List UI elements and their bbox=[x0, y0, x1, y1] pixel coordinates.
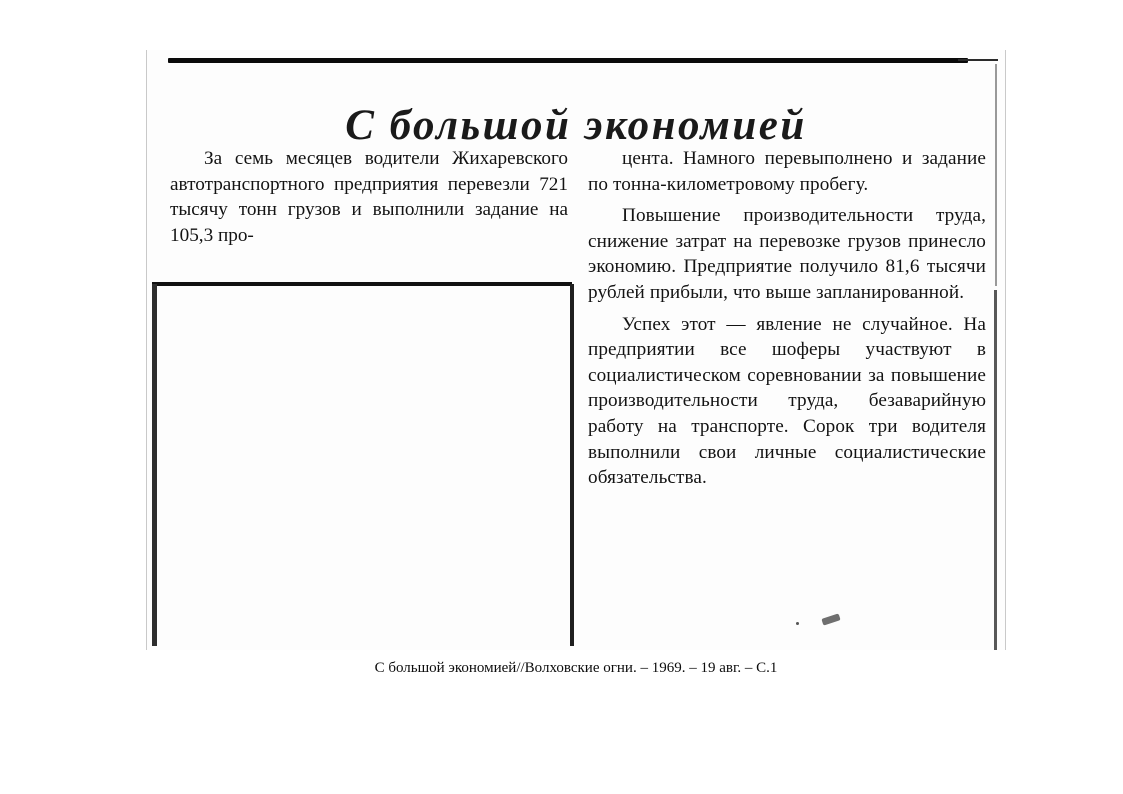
article-left-column bbox=[170, 146, 568, 248]
left-column-bottom-cut-edge bbox=[152, 282, 572, 286]
right-column-paragraph-3: Успех этот — явление не случайное. На предприятии все шоферы участвуют в социалистическом соревновании за повышение производительности труда, безаварийную работу на транспорте. Сорок три водителя выполнили свои личные социалистические обязательства. bbox=[588, 313, 986, 489]
middle-vertical-cut-edge bbox=[570, 284, 574, 646]
right-column-paragraph-1: цента. Намного перевыполнено и задание по тонна-километровому пробегу. bbox=[588, 148, 986, 195]
left-vertical-cut-edge bbox=[152, 284, 157, 646]
right-vertical-cut-edge bbox=[994, 290, 997, 650]
right-vertical-edge-upper bbox=[995, 64, 997, 286]
scan-artifact-dot bbox=[796, 622, 799, 625]
article-right-column bbox=[588, 146, 986, 491]
article-headline: С большой экономией bbox=[345, 101, 807, 149]
newspaper-clipping-scan bbox=[146, 50, 1006, 650]
bibliographic-caption: С большой экономией//Волховские огни. – 1969. – 19 авг. – С.1 bbox=[374, 660, 778, 676]
top-cut-edge-rule bbox=[168, 58, 968, 63]
left-column-paragraph-1: За семь месяцев водители Жихаревского автотранспортного предприятия перевезли 721 тысячу тонн грузов и выполнили задание на 105,3 про- bbox=[170, 148, 568, 246]
right-column-paragraph-2: Повышение производительности труда, снижение затрат на перевозке грузов принесло экономию. Предприятие получило 81,6 тысячи рублей прибыли, что выше запланированной. bbox=[588, 205, 986, 303]
